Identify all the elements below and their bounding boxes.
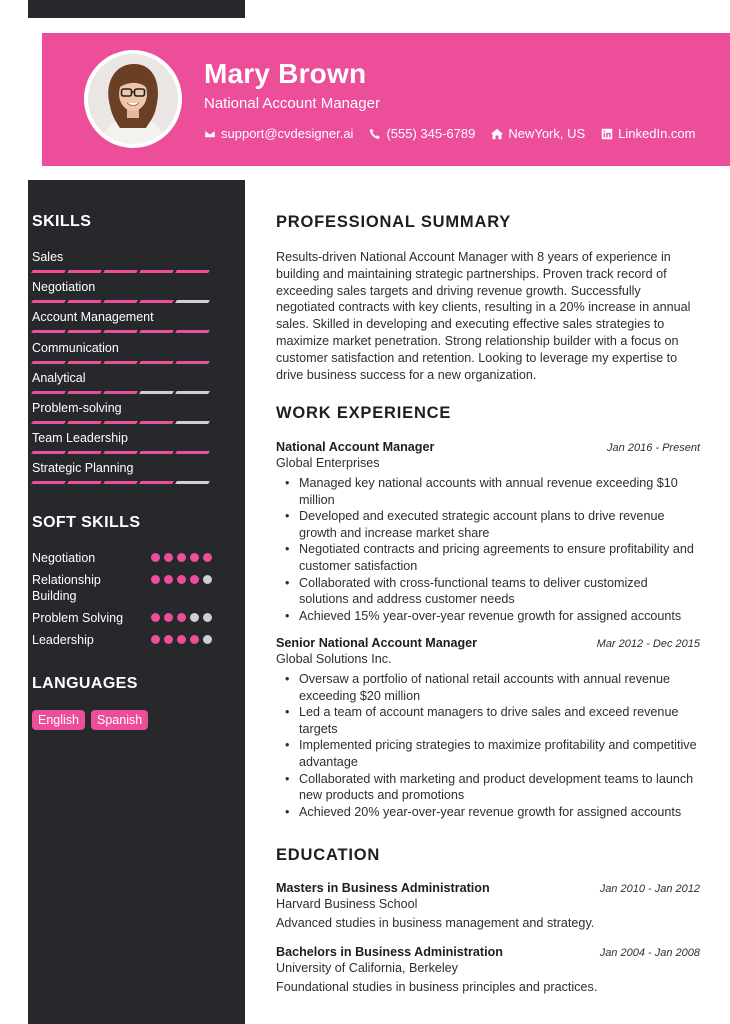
skill-level-bar — [175, 451, 210, 454]
soft-skill-dot — [190, 635, 199, 644]
skill-level-bar — [103, 481, 138, 484]
skill-name: Problem-solving — [32, 400, 122, 415]
job-entry — [276, 636, 700, 820]
skill-level-bar — [139, 391, 174, 394]
job-bullets — [276, 475, 700, 624]
soft-skill-dot — [151, 635, 160, 644]
job-bullet: • Implemented pricing strategies to maximize profitability and competitive advantage — [299, 737, 700, 770]
skill-level-bar — [31, 361, 66, 364]
skill-name: Team Leadership — [32, 431, 128, 446]
school-name: Harvard Business School — [276, 897, 418, 911]
soft-skill-dot — [164, 575, 173, 584]
degree-title: Bachelors in Business Administration — [276, 945, 503, 959]
skill-name: Negotiation — [32, 280, 96, 295]
skill-level-bar — [175, 330, 210, 333]
soft-skill-dot — [203, 613, 212, 622]
soft-skill-dot — [177, 635, 186, 644]
skill-level-bar — [175, 481, 210, 484]
skill-level-bar — [31, 421, 66, 424]
skill-item — [32, 371, 212, 401]
skill-level-bar — [103, 361, 138, 364]
contact-email-text: support@cvdesigner.ai — [221, 126, 354, 141]
languages-list — [32, 710, 148, 730]
soft-skill-dot — [203, 635, 212, 644]
job-date: Mar 2012 - Dec 2015 — [596, 638, 700, 650]
education-description: Advanced studies in business management and strategy. — [276, 916, 595, 930]
soft-skill-dot — [164, 553, 173, 562]
soft-skill-dots — [151, 610, 212, 622]
experience-heading: WORK EXPERIENCE — [276, 404, 452, 422]
soft-skill-item — [32, 550, 212, 566]
skill-level-bar — [139, 421, 174, 424]
skill-level-bar — [31, 270, 66, 273]
soft-skill-dot — [177, 575, 186, 584]
skill-level-bar — [31, 481, 66, 484]
skill-item — [32, 461, 212, 491]
job-bullet: • Developed and executed strategic account plans to drive revenue growth and increase market share — [299, 508, 700, 541]
skill-level-bar — [139, 451, 174, 454]
soft-skill-item — [32, 572, 212, 604]
contact-phone-text: (555) 345-6789 — [386, 126, 476, 141]
skill-level-bar — [103, 330, 138, 333]
contact-linkedin-text: LinkedIn.com — [618, 126, 696, 141]
skill-level-bar — [103, 451, 138, 454]
soft-skill-dot — [203, 553, 212, 562]
contact-location-text: NewYork, US — [508, 126, 586, 141]
skill-level-bar — [139, 481, 174, 484]
soft-skill-dot — [190, 575, 199, 584]
soft-skill-name: Problem Solving — [32, 611, 124, 625]
candidate-name: Mary Brown — [204, 58, 367, 89]
skill-level-bar — [31, 451, 66, 454]
skill-item — [32, 431, 212, 461]
skill-item — [32, 401, 212, 431]
skill-item — [32, 250, 212, 280]
languages-heading: LANGUAGES — [32, 675, 138, 692]
soft-skill-dot — [151, 553, 160, 562]
contact-location — [491, 126, 585, 141]
skill-name: Analytical — [32, 370, 86, 385]
degree-title: Masters in Business Administration — [276, 881, 490, 895]
soft-skill-name: Leadership — [32, 633, 94, 647]
soft-skill-name: Negotiation — [32, 551, 96, 565]
skill-name: Strategic Planning — [32, 461, 134, 476]
education-entry — [276, 945, 700, 994]
skills-heading: SKILLS — [32, 213, 92, 230]
skill-level-bar — [67, 451, 102, 454]
soft-skill-dots — [151, 550, 212, 562]
job-company: Global Enterprises — [276, 456, 380, 470]
phone-icon — [369, 128, 381, 140]
soft-skill-item — [32, 632, 212, 648]
contact-phone[interactable] — [369, 126, 475, 141]
skill-level-bar — [67, 361, 102, 364]
skill-name: Sales — [32, 250, 64, 264]
job-bullets — [276, 671, 700, 820]
soft-skill-dots — [151, 572, 212, 584]
contact-email[interactable] — [204, 126, 353, 141]
job-bullet: • Collaborated with marketing and product development teams to launch new products and promotions — [299, 771, 700, 804]
soft-skills-heading: SOFT SKILLS — [32, 514, 141, 531]
skill-item — [32, 280, 212, 310]
job-bullet: • Collaborated with cross-functional teams to deliver customized solutions and address customer needs — [299, 575, 700, 608]
skill-level-bar — [103, 300, 138, 303]
summary-heading: PROFESSIONAL SUMMARY — [276, 213, 512, 231]
skill-level-bar — [67, 421, 102, 424]
skill-level-bar — [139, 330, 174, 333]
soft-skill-dot — [190, 553, 199, 562]
skill-level-bar — [67, 270, 102, 273]
job-bullet: • Achieved 20% year-over-year revenue growth for assigned accounts — [299, 804, 700, 821]
education-date: Jan 2004 - Jan 2008 — [599, 947, 700, 959]
linkedin-icon — [601, 128, 613, 140]
skill-level-bar — [175, 421, 210, 424]
language-badge: Spanish — [91, 710, 148, 730]
soft-skill-dot — [190, 613, 199, 622]
summary-text: Results-driven National Account Manager with 8 years of experience in building and maintaining strategic partnerships. Proven track record of exceeding sales targets and driving revenue growth. Successfully negotiated contracts with key clients, resulting in a 20% increase in annual sales. Skilled in developing and executing effective sales strategies to maximize market penetration. Strong relationship builder with a focus on customer satisfaction and retention. Looking to leverage my expertise to drive business success for a new organization. — [276, 250, 691, 382]
skill-item — [32, 310, 212, 340]
soft-skill-dot — [164, 613, 173, 622]
skill-level-bar — [31, 300, 66, 303]
job-title: Senior National Account Manager — [276, 636, 478, 650]
skill-level-bar — [67, 300, 102, 303]
education-date: Jan 2010 - Jan 2012 — [599, 883, 700, 895]
skill-level-bar — [67, 481, 102, 484]
skill-level-bar — [175, 270, 210, 273]
avatar — [84, 50, 182, 148]
job-entry — [276, 440, 700, 624]
education-entry — [276, 881, 700, 930]
soft-skill-item — [32, 610, 212, 626]
soft-skill-dot — [177, 613, 186, 622]
skill-level-bars — [32, 451, 212, 454]
soft-skill-dot — [203, 575, 212, 584]
soft-skill-dot — [151, 613, 160, 622]
skill-level-bar — [175, 300, 210, 303]
skill-level-bars — [32, 361, 212, 364]
job-bullet: • Negotiated contracts and pricing agreements to ensure profitability and customer satisfaction — [299, 541, 700, 574]
skill-item — [32, 341, 212, 371]
skill-level-bar — [139, 361, 174, 364]
contact-row — [204, 126, 696, 141]
candidate-title: National Account Manager — [204, 95, 380, 112]
school-name: University of California, Berkeley — [276, 961, 458, 975]
language-badge: English — [32, 710, 85, 730]
envelope-icon — [204, 128, 216, 140]
skill-name: Communication — [32, 340, 119, 355]
skill-level-bar — [175, 361, 210, 364]
home-icon — [491, 128, 503, 140]
skills-list — [32, 250, 212, 492]
skill-level-bars — [32, 270, 212, 273]
education-description: Foundational studies in business principles and practices. — [276, 980, 598, 994]
skill-level-bar — [67, 330, 102, 333]
skill-level-bar — [103, 421, 138, 424]
job-bullet: • Managed key national accounts with annual revenue exceeding $10 million — [299, 475, 700, 508]
skill-level-bars — [32, 330, 212, 333]
skill-level-bar — [103, 270, 138, 273]
skill-level-bar — [31, 330, 66, 333]
skill-level-bars — [32, 481, 212, 484]
skill-level-bar — [67, 391, 102, 394]
skill-level-bar — [139, 270, 174, 273]
skill-level-bar — [31, 391, 66, 394]
contact-linkedin[interactable] — [601, 126, 695, 141]
soft-skill-dot — [177, 553, 186, 562]
job-bullet: • Oversaw a portfolio of national retail accounts with annual revenue exceeding $20 million — [299, 671, 700, 704]
skill-name: Account Management — [32, 310, 154, 325]
skill-level-bars — [32, 300, 212, 303]
skill-level-bar — [103, 391, 138, 394]
job-date: Jan 2016 - Present — [607, 442, 700, 454]
soft-skill-dots — [151, 632, 212, 644]
soft-skills-list — [32, 550, 212, 654]
skill-level-bar — [175, 391, 210, 394]
job-company: Global Solutions Inc. — [276, 652, 392, 666]
job-bullet: • Achieved 15% year-over-year revenue growth for assigned accounts — [299, 608, 700, 625]
soft-skill-dot — [164, 635, 173, 644]
skill-level-bars — [32, 421, 212, 424]
soft-skill-name: Relationship Building — [32, 573, 101, 603]
soft-skill-dot — [151, 575, 160, 584]
skill-level-bar — [139, 300, 174, 303]
profile-photo — [88, 54, 178, 144]
education-heading: EDUCATION — [276, 846, 381, 864]
job-title: National Account Manager — [276, 440, 435, 454]
skill-level-bars — [32, 391, 212, 394]
job-bullet: • Led a team of account managers to drive sales and exceed revenue targets — [299, 704, 700, 737]
